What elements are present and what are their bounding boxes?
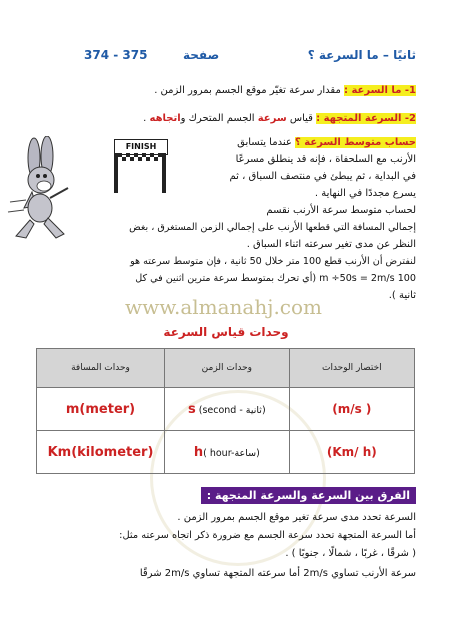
cell-distance: Km(kilometer) xyxy=(37,431,165,474)
average-line-6: النظر عن مدى تغير سرعته اثناء السباق . xyxy=(246,239,416,250)
finish-flag: FINISH xyxy=(114,139,168,155)
units-table-header xyxy=(37,349,415,388)
average-heading-label: حساب متوسط السرعة ؟ xyxy=(295,137,416,148)
header-distance: وحدات المسافة xyxy=(37,349,165,388)
average-line-3: يسرع مجددًا في النهاية . xyxy=(314,188,416,199)
cell-time: h( hour-ساعة) xyxy=(165,431,290,474)
page-range: 374 - 375 xyxy=(84,48,148,62)
average-line-4: لحساب متوسط سرعة الأرنب نقسم xyxy=(266,205,416,216)
definition-1 xyxy=(154,84,416,98)
average-line-7: لنفترض أن الأرنب قطع 100 متر خلال 50 ثانية ، فإن متوسط سرعته هو xyxy=(130,256,416,267)
units-title: وحدات قياس السرعة xyxy=(163,325,289,339)
difference-heading: الفرق بين السرعة والسرعة المتجهة : xyxy=(201,487,416,504)
cell-abbr: (m/s ) xyxy=(289,388,414,431)
table-row xyxy=(37,431,415,474)
finish-banner xyxy=(112,139,172,193)
cell-abbr: (Km/ h) xyxy=(289,431,414,474)
header-abbr: اختصار الوحدات xyxy=(289,349,414,388)
definition-1-term: 1- ما السرعة : xyxy=(344,85,416,96)
section-title: ثانيًا – ما السرعة ؟ xyxy=(307,48,416,62)
average-heading: حساب متوسط السرعة ؟ عندما يتسابق xyxy=(237,137,416,148)
average-line-5: إجمالي المسافة التي قطعها الأرنب على إجمالي الزمن المستغرق ، بغض xyxy=(129,222,416,233)
header-time: وحدات الزمن xyxy=(165,349,290,388)
average-line-1: الأرنب مع السلحفاة ، فإنه قد ينطلق مسرعًا xyxy=(235,154,416,165)
average-line-9: ثانية ). xyxy=(388,290,416,301)
rabbit-illustration xyxy=(4,136,86,244)
finish-post-icon xyxy=(114,153,166,193)
difference-line-3: ( شرقًا ، غربًا ، شمالًا ، جنوبًا ) . xyxy=(285,548,416,559)
difference-line-2: أما السرعة المتجهة تحدد سرعة الجسم مع ضرورة ذكر اتجاه سرعته مثل: xyxy=(119,530,416,541)
watermark-url: www.almanahj.com xyxy=(125,295,323,319)
table-row xyxy=(37,388,415,431)
cell-distance: m(meter) xyxy=(37,388,165,431)
average-line-8: 100 m ÷50s = 2m/s (أي تحرك بمتوسط سرعة مترين اثنين في كل xyxy=(135,273,416,284)
difference-line-1: السرعة تحدد مدى سرعة تغير موقع الجسم بمرور الزمن . xyxy=(177,512,416,523)
difference-line-4: سرعة الأرنب تساوي 2m/s أما سرعته المتجهة تساوي 2m/s شرقًا xyxy=(139,568,416,579)
definition-1-text: مقدار سرعة تغيّر موقع الجسم بمرور الزمن . xyxy=(154,85,341,96)
definition-2: 2- السرعة المتجهة : قياس سرعة الجسم المتحرك واتجاهه . xyxy=(143,113,416,124)
cell-time: s (second - ثانية) xyxy=(165,388,290,431)
units-table xyxy=(36,348,415,474)
average-line-2: في البداية ، ثم يبطئ في منتصف السباق ، ثم xyxy=(229,171,416,182)
definition-2-term: 2- السرعة المتجهة : xyxy=(316,113,416,124)
header xyxy=(0,48,452,68)
page-word: صفحة xyxy=(183,48,220,62)
